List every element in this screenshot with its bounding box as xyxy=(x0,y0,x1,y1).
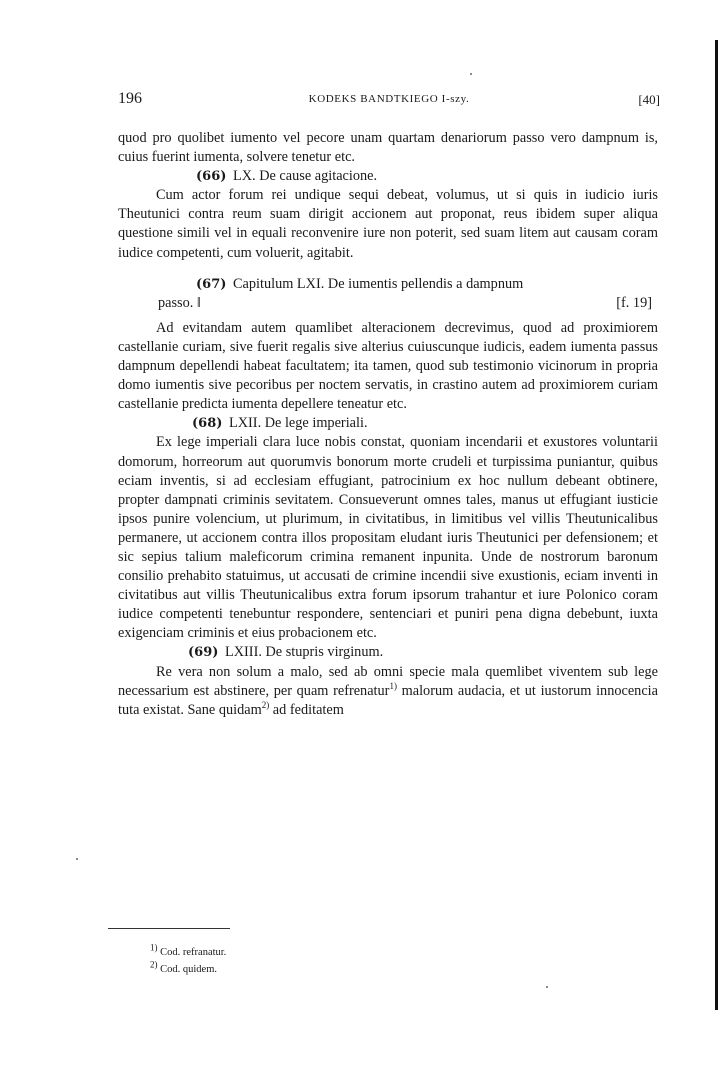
section-title: LX. De cause agitacione. xyxy=(232,168,378,185)
scan-speck xyxy=(470,73,472,75)
footnotes xyxy=(150,944,226,978)
footnote-mark: 1) xyxy=(150,942,158,953)
footnote xyxy=(150,961,226,978)
footnote-rule xyxy=(108,928,230,929)
page-number: 196 xyxy=(118,90,142,107)
footnote xyxy=(150,944,226,961)
section-number: (67) xyxy=(196,276,227,292)
section-title: LXII. De lege imperiali. xyxy=(228,415,368,432)
section-heading-66 xyxy=(118,167,658,186)
section-title-continued: passo. ‖ xyxy=(158,294,201,311)
footnote-ref: 2) xyxy=(261,699,270,710)
section-paragraph-68: Ex lege imperiali clara luce nobis constat, quoniam incendarii et exustores voluntarii domorum, horreorum aut quorumvis bonorum morte crudeli et turpissima puniantur, quibus eciam inventis, si ad ecclesiam effugiant, patrocinium ex hoc nullum debeant obtinere, propter dampnati criminis sevitatem. Consueverunt omnes tales, manus ut effugiant iusticie ipsos punire volencium, ut plurimum, in civitatibus, in limitibus vel villis Theutunicalibus permanere, ut accionem contra illos propositam eludant iuris Theutunici per defensionem; et sic sepius talium maleficorum crimina remanent inpunita. Unde de nostrorum baronum consilio prehabito statuimus, ut accusati de crimine incendii sive exustionis, eciam inventi in civitatibus aut villis Theutunicalibus extra forum ipsorum trahantur et iure Polonico coram iudice competenti tenebuntur respondere, sentenciari et puniri pena digna debebunt, iuxta exigenciam criminis et eius probacionem etc. xyxy=(118,434,658,642)
section-heading-68 xyxy=(118,414,658,433)
paragraph-text: malorum audacia, et ut iustorum innocencia tuta existat. Sane quidam xyxy=(118,682,658,718)
main-text xyxy=(118,129,658,720)
paragraph-text: Re vera non solum a malo, sed ab omni specie mala quemlibet viventem sub lege necessarium est abstinere, per quam refrenatur xyxy=(118,663,658,699)
section-number: (66) xyxy=(196,169,227,185)
section-number: (69) xyxy=(188,645,219,661)
section-title: LXIII. De stupris virginum. xyxy=(224,644,384,661)
folio-marker: [f. 19] xyxy=(616,294,652,311)
section-heading-67 xyxy=(118,275,658,313)
section-heading-69 xyxy=(118,643,658,662)
page-header xyxy=(118,90,660,112)
section-title: Capitulum LXI. De iumentis pellendis a dampnum xyxy=(232,275,524,292)
section-number: (68) xyxy=(192,416,223,432)
scan-speck xyxy=(76,858,78,860)
scan-speck xyxy=(546,986,548,988)
intro-paragraph: quod pro quolibet iumento vel pecore unam quartam denariorum passo vero dampnum is, cuius fuerint iumenta, solvere tenetur etc. xyxy=(118,130,658,166)
scan-edge-line xyxy=(715,40,718,1010)
section-paragraph-66: Cum actor forum rei undique sequi debeat, volumus, ut si quis in iudicio iuris Theutunici contra reum suam dirigit accionem aut proponat, reus ibidem super aliqua questione simili vel in equali reconvenire iure non poterit, sed suam litem aut causam coram iudice competenti, cum voluerit, agitabit. xyxy=(118,187,658,261)
section-paragraph-67: Ad evitandam autem quamlibet alteracionem decrevimus, quod ad proximiorem castellanie curiam, sive fuerit regalis sive alterius cuiuscunque iudicis, eadem iumenta passus dampnum depellendi habeat facultatem; ita tamen, quod sub testimonio vicinorum in propria domo iumentis sive pecoribus per noctem servatis, in crastino autem ad proximiorem curiam castellanie predicta iumenta depellere teneatur etc. xyxy=(118,319,658,413)
section-paragraph-69 xyxy=(118,663,658,720)
footnote-text: Cod. quidem. xyxy=(160,964,217,975)
paragraph-text: ad feditatem xyxy=(269,701,344,718)
footnote-mark: 2) xyxy=(150,959,158,970)
running-title: KODEKS BANDTKIEGO I-szy. xyxy=(308,93,470,105)
footnote-text: Cod. refranatur. xyxy=(160,947,227,958)
page-signature: [40] xyxy=(638,92,660,107)
footnote-ref: 1) xyxy=(389,680,397,691)
